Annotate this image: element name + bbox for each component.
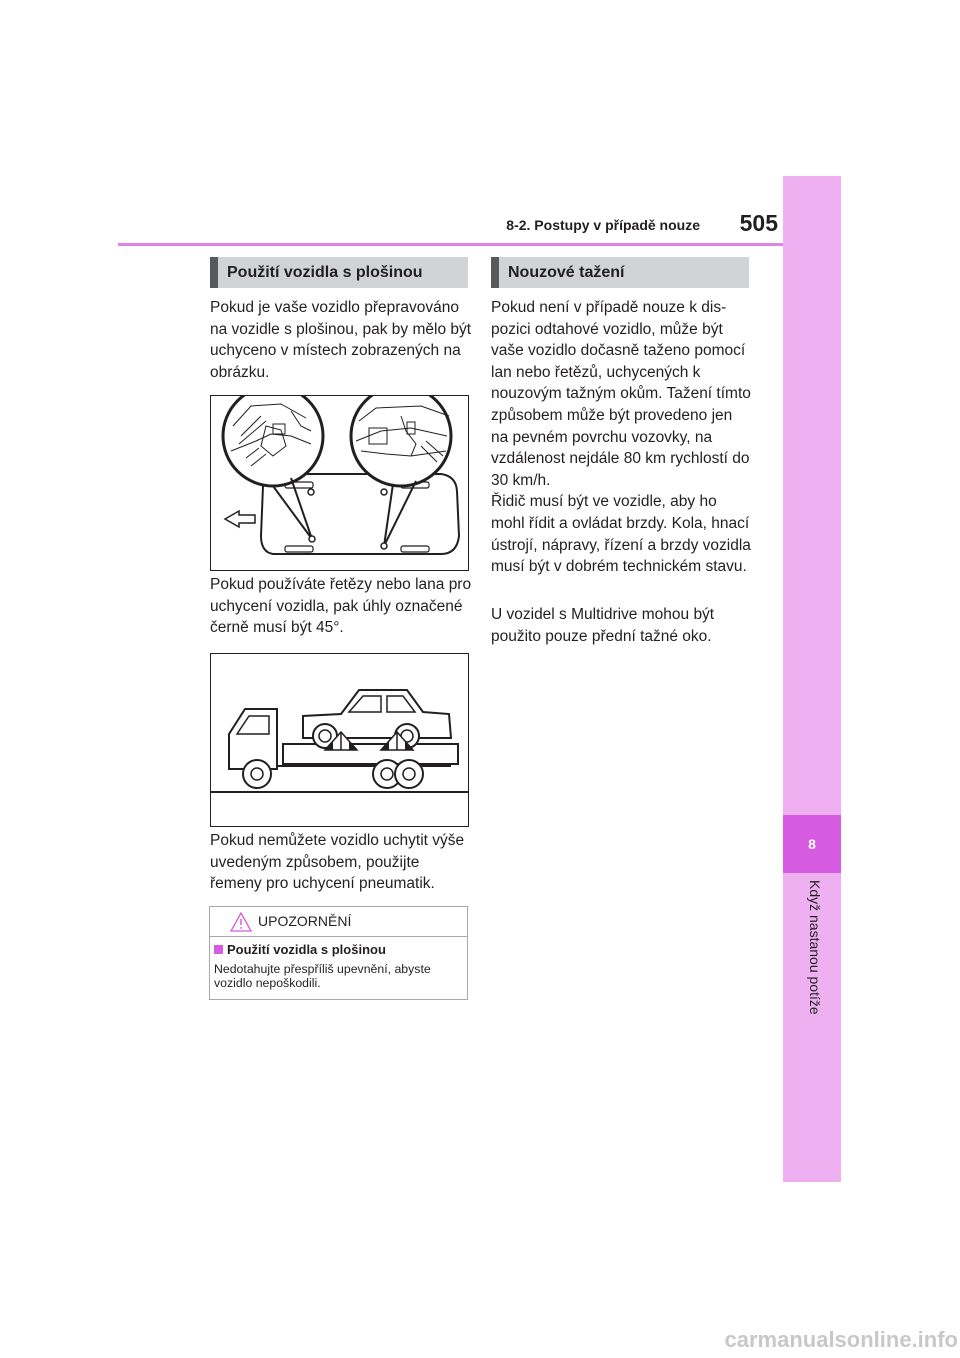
multidrive-note: U vozidel s Multidrive mohou být použito pouze přední tažné oko. — [491, 606, 715, 645]
warning-subtitle-text: Použití vozidla s plošinou — [227, 942, 386, 957]
chains-angle-text: Pokud používáte řetězy nebo lana pro uchycení vozidla, pak úhly označené černě musí být 45°. — [210, 576, 472, 637]
flatbed-intro-text: Pokud je vaše vozidlo přepravováno na vozidle s plošinou, pak by mělo být uchyceno v místech zobrazených na obrázku. — [210, 299, 472, 381]
tie-down-points-diagram — [210, 395, 469, 571]
warning-box — [209, 906, 468, 1000]
section-title: 8-2. Postupy v případě nouze — [506, 217, 700, 233]
warning-body: Nedotahujte přespříliš upevnění, abyste vozidlo nepoškodili. — [214, 962, 431, 990]
warning-subtitle — [214, 942, 386, 957]
warning-title: UPOZORNĚNÍ — [258, 913, 352, 929]
warning-triangle-icon — [230, 912, 252, 932]
chapter-number: 8 — [808, 836, 816, 852]
flatbed-truck-diagram — [210, 653, 469, 827]
tire-straps-text: Pokud nemůžete vozidlo uchytit výše uvedeným způsobem, použijte řemeny pro uchycení pneumatik. — [210, 832, 465, 893]
chapter-label: Když nastanou potíže — [807, 880, 823, 1015]
heading-flatbed: Použití vozidla s plošinou — [210, 257, 468, 288]
emergency-towing-text: Pokud není v případě nouze k dispozici odtahové vozidlo, může být vaše vozidlo dočasně taženo pomocí lan nebo řetězů, uchycených k nouzovým tažným okům. Tažení tímto způsobem může být provedeno jen na pevném povrchu vozovky, na vzdálenost nejdále 80 km rychlostí do 30 km/h. Řidič musí být ve vozidle, aby ho mohl řídit a ovládat brzdy. Kola, hnací ústrojí, nápravy, řízení a brzdy vozidla musí být v dobrém technickém stavu. — [491, 299, 751, 576]
site-watermark: carmanualsonline.info — [724, 1327, 958, 1352]
header-rule — [118, 243, 783, 246]
heading-emergency-towing: Nouzové tažení — [491, 257, 749, 288]
page-number: 505 — [739, 210, 778, 236]
warning-header — [210, 907, 467, 937]
square-bullet-icon — [214, 945, 223, 954]
